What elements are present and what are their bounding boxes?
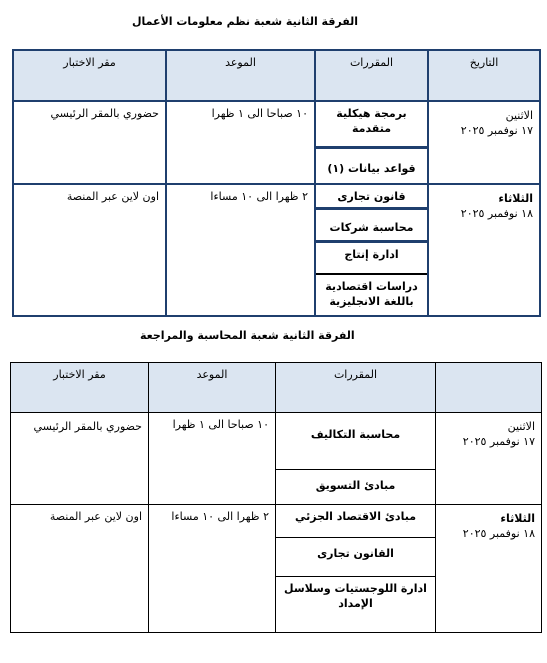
time-cell: ١٠ صباحا الى ١ ظهرا	[166, 101, 315, 184]
date-cell	[436, 413, 542, 505]
time-cell: ٢ ظهرا الى ١٠ مساءا	[166, 184, 315, 316]
table-header-row	[11, 363, 542, 413]
header-time: الموعد	[166, 50, 315, 101]
course-item: مبادئ الاقتصاد الجزئي	[276, 505, 435, 538]
day-label: الثلاثاء	[498, 192, 533, 205]
header-date: التاريخ	[428, 50, 540, 101]
location-cell: اون لاين عبر المنصة	[13, 184, 166, 316]
header-date	[436, 363, 542, 413]
table-row	[11, 413, 542, 505]
time-cell: ٢ ظهرا الى ١٠ مساءا	[149, 505, 276, 633]
header-location: مقر الاختبار	[11, 363, 149, 413]
day-label: الاثنين	[507, 420, 535, 433]
date-cell	[436, 505, 542, 633]
location-cell: حضوري بالمقر الرئيسي	[13, 101, 166, 184]
header-time: الموعد	[149, 363, 276, 413]
location-cell: حضوري بالمقر الرئيسي	[11, 413, 149, 505]
table-row	[13, 184, 540, 316]
courses-cell	[315, 184, 428, 316]
date-label: ١٧ نوفمبر ٢٠٢٥	[462, 435, 535, 448]
header-courses: المقررات	[276, 363, 436, 413]
date-label: ١٨ نوفمبر ٢٠٢٥	[460, 207, 533, 220]
date-cell	[428, 184, 540, 316]
courses-cell	[276, 413, 436, 505]
courses-cell	[315, 101, 428, 184]
section1-title: الفرقة الثانية شعبة نظم معلومات الأعمال	[132, 15, 359, 28]
course-item: ادارة اللوجستيات وسلاسل الإمداد	[284, 582, 427, 610]
course-item: محاسبة التكاليف	[276, 413, 435, 470]
schedule-table-2	[10, 362, 542, 633]
header-courses: المقررات	[315, 50, 428, 101]
table-row	[11, 505, 542, 633]
table-row	[13, 101, 540, 184]
header-location: مقر الاختبار	[13, 50, 166, 101]
course-item: قواعد بيانات (١)	[327, 162, 416, 175]
location-cell: اون لاين عبر المنصة	[11, 505, 149, 633]
section2-title: الفرقة الثانية شعبة المحاسبة والمراجعة	[140, 329, 355, 342]
course-item: مبادئ التسويق	[315, 479, 396, 492]
course-item: قانون تجارى	[316, 185, 427, 210]
schedule-table-1	[12, 49, 541, 317]
course-item: دراسات اقتصادية باللغة الانجليزية	[316, 274, 427, 313]
time-cell: ١٠ صباحا الى ١ ظهرا	[149, 413, 276, 505]
date-cell	[428, 101, 540, 184]
course-item: محاسبة شركات	[316, 210, 427, 243]
course-item: القانون تجارى	[276, 538, 435, 577]
date-label: ١٨ نوفمبر ٢٠٢٥	[462, 527, 535, 540]
table-header-row	[13, 50, 540, 101]
course-item: برمجة هيكلية متقدمة	[316, 102, 427, 149]
date-label: ١٧ نوفمبر ٢٠٢٥	[460, 124, 533, 137]
day-label: الثلاثاء	[500, 512, 535, 525]
day-label: الاثنين	[505, 109, 533, 122]
course-item: ادارة إنتاج	[316, 243, 427, 274]
courses-cell	[276, 505, 436, 633]
